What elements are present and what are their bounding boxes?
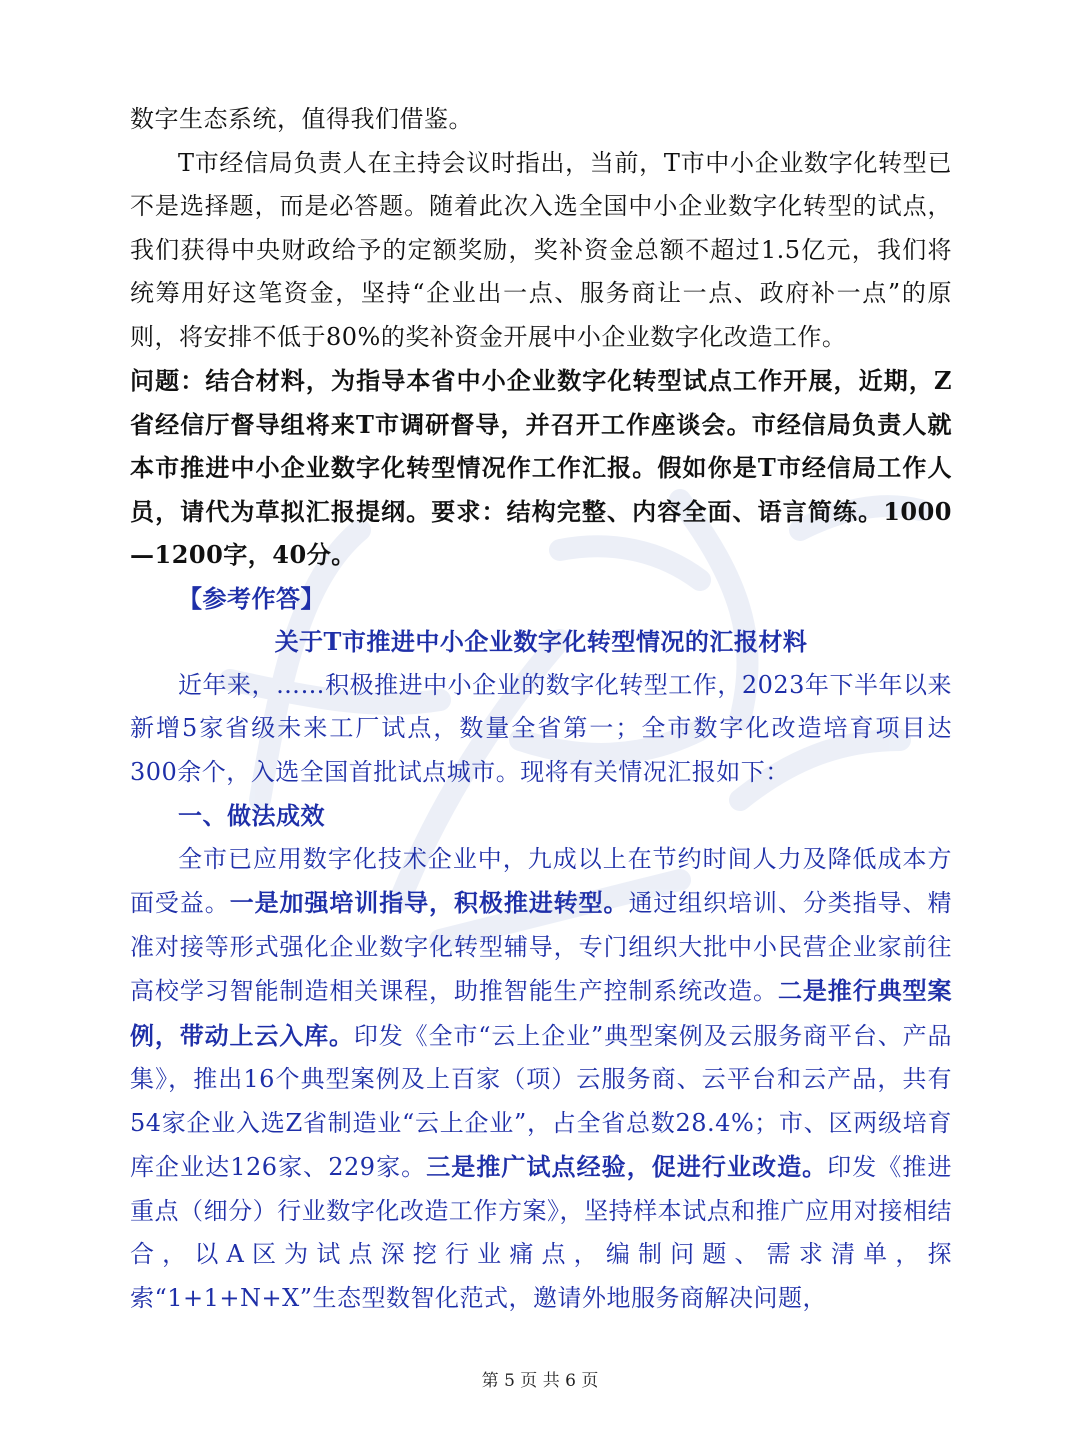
section-1-lead: 全市已应用数字化技术企业中，九成以上在节约时间人力及降低成本方面受益。 — [130, 844, 952, 917]
question-text: 问题：结合材料，为指导本省中小企业数字化转型试点工作开展，近期，Z省经信厅督导组将来T市调研督导，并召开工作座谈会。市经信局负责人就本市推进中小企业数字化转型情况作工作汇报。假如你是T市经信局工作人员，请代为草拟汇报提纲。要求：结构完整、内容全面、语言简练。1000—1200字，40分。 — [130, 366, 952, 569]
section-1-paragraph — [130, 838, 952, 1321]
point-1-text: 通过组织培训、分类指导、精准对接等形式强化企业数字化转型辅导，专门组织大批中小民营企业家前往高校学习智能制造相关课程，助推智能生产控制系统改造。 — [130, 889, 952, 1005]
material-paragraph-1: T市经信局负责人在主持会议时指出，当前，T市中小企业数字化转型已不是选择题，而是必答题。随着此次入选全国中小企业数字化转型的试点，我们获得中央财政给予的定额奖励，奖补资金总额不超过1.5亿元，我们将统筹用好这笔资金，坚持“企业出一点、服务商让一点、政府补一点”的原则，将安排不低于80%的奖补资金开展中小企业数字化改造工作。 — [130, 148, 952, 351]
point-3-heading: 三是推广试点经验，促进行业改造。 — [426, 1152, 828, 1181]
answer-tag: 【参考作答】 — [178, 583, 325, 613]
section-1-heading: 一、做法成效 — [178, 801, 325, 830]
point-1-heading: 一是加强培训指导，积极推进转型。 — [229, 888, 629, 917]
answer-intro: 近年来，……积极推进中小企业的数字化转型工作，2023年下半年以来新增5家省级未来工厂试点，数量全省第一；全市数字化改造培育项目达300余个，入选全国首批试点城市。现将有关情况汇报如下： — [130, 670, 952, 786]
answer-title: 关于T市推进中小企业数字化转型情况的汇报材料 — [274, 627, 808, 656]
document-body — [130, 98, 952, 1320]
point-2-heading: 二是推行典型案例，带动上云入库。 — [130, 976, 952, 1050]
point-3-text: 印发《推进重点（细分）行业数字化改造工作方案》，坚持样本试点和推广应用对接相结合，以A区为试点深挖行业痛点，编制问题、需求清单，探索“1+1+N+X”生态型数智化范式，邀请外地服务商解决问题， — [130, 1153, 952, 1312]
material-paragraph-0: 数字生态系统，值得我们借鉴。 — [130, 105, 473, 133]
point-2-text: 印发《全市“云上企业”典型案例及云服务商平台、产品集》，推出16个典型案例及上百家（项）云服务商、云平台和云产品，共有54家企业入选Z省制造业“云上企业”，占全省总数28.4%；市、区两级培育库企业达126家、229家。 — [130, 1021, 953, 1181]
page-number-footer: 第 5 页 共 6 页 — [481, 1371, 599, 1391]
